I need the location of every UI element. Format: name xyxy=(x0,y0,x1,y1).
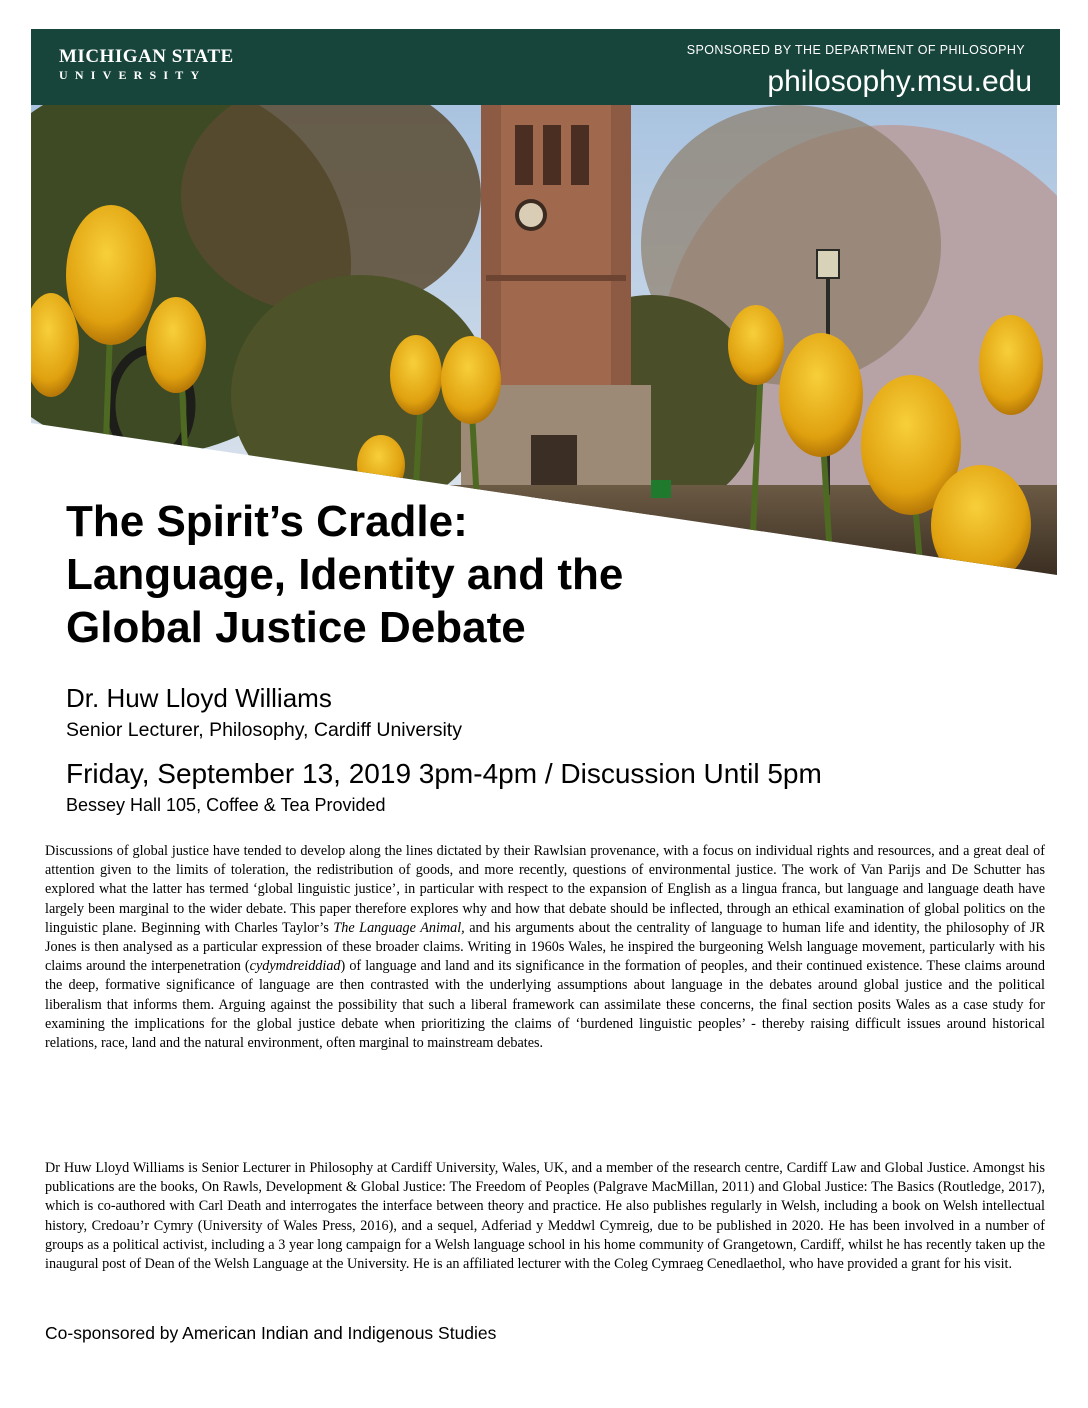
logo-line-2: UNIVERSITY xyxy=(59,68,207,82)
title-line-2: Language, Identity and the xyxy=(66,550,624,599)
abstract-part-1: Discussions of global justice have tended to develop along the lines dictated by their Rawlsian provenance, with a focus on individual rights and resources, and a great deal of attention given to the limits of toleration, the redistribution of goods, and more recently, questions of environmental justice. The work of Van Parijs and De Schutter has explored what the latter has termed ‘global linguistic justice’, in particular with respect to the expansion of English as a lingua franca, but language and language death have largely been marginal to the wider debate. This paper therefore explores why and how that debate should be inflected, through an ethical examination of global politics on the linguistic plane. Beginning with Charles Taylor’s xyxy=(45,843,1045,936)
cosponsor-text: Co-sponsored by American Indian and Indigenous Studies xyxy=(45,1323,497,1343)
msu-logo xyxy=(59,47,234,82)
abstract-part-3: ) of language and land and its significance in the formation of peoples, and their continued existence. These claims around the deep, formative significance of language are then contrasted with the underlying assumptions about language in the debates around global justice and the political liberalism that informs them. Arguing against the possibility that such a liberal framework can assimilate these concerns, the final section posits Wales as a case study for examining the implications for the global justice debate when prioritizing the claims of ‘burdened linguistic peoples’ - thereby raising difficult issues around historical relations, race, land and the natural environment, often marginal to mainstream debates. xyxy=(45,958,1045,1052)
header-band xyxy=(31,29,1060,105)
title-line-1: The Spirit’s Cradle: xyxy=(66,497,468,546)
department-url[interactable]: philosophy.msu.edu xyxy=(767,65,1032,98)
abstract-part-2: and his arguments about the centrality of language to human life and identity, the philosophy of JR Jones is then analysed as a particular expression of these broader claims. Writing in 1960s Wales, he inspired the burgeoning Welsh language movement, particularly with his claims around the interpenetration ( xyxy=(45,919,1045,975)
logo-line-1: MICHIGAN STATE xyxy=(59,46,234,67)
book-title-italic: The Language Animal, xyxy=(333,919,465,936)
title-line-3: Global Justice Debate xyxy=(66,603,526,652)
sponsor-text: SPONSORED BY THE DEPARTMENT OF PHILOSOPHY xyxy=(686,43,1025,57)
event-datetime: Friday, September 13, 2019 3pm-4pm / Discussion Until 5pm xyxy=(66,758,822,789)
speaker-position: Senior Lecturer, Philosophy, Cardiff University xyxy=(66,719,462,741)
welsh-term-italic: cydymdreiddiad xyxy=(249,958,341,975)
event-venue: Bessey Hall 105, Coffee & Tea Provided xyxy=(66,795,386,815)
speaker-bio: Dr Huw Lloyd Williams is Senior Lecturer in Philosophy at Cardiff University, Wales, UK, and a member of the research centre, Cardiff Law and Global Justice. Amongst his publications are the books, On Rawls, Development & Global Justice: The Freedom of Peoples (Palgrave MacMillan, 2011) and Global Justice: The Basics (Routledge, 2017), which is co-authored with Carl Death and interrogates the interface between theory and practice. He also publishes regularly in Welsh, including a book on Welsh intellectual history, Credoau’r Cymry (University of Wales Press, 2016), and a sequel, Adferiad y Meddwl Cymreig, due to be published in 2020. He has been involved in a number of groups as a political activist, including a 3 year long campaign for a Welsh language school in his home community of Grangetown, Cardiff, whilst he has recently taken up the inaugural post of Dean of the Welsh Language at the University. He is an affiliated lecturer with the Coleg Cymraeg Cenedlaethol, who have provided a grant for his visit. xyxy=(45,1160,1045,1273)
speaker-name: Dr. Huw Lloyd Williams xyxy=(66,683,332,713)
abstract-paragraph xyxy=(45,842,1045,1053)
event-title xyxy=(66,495,623,654)
